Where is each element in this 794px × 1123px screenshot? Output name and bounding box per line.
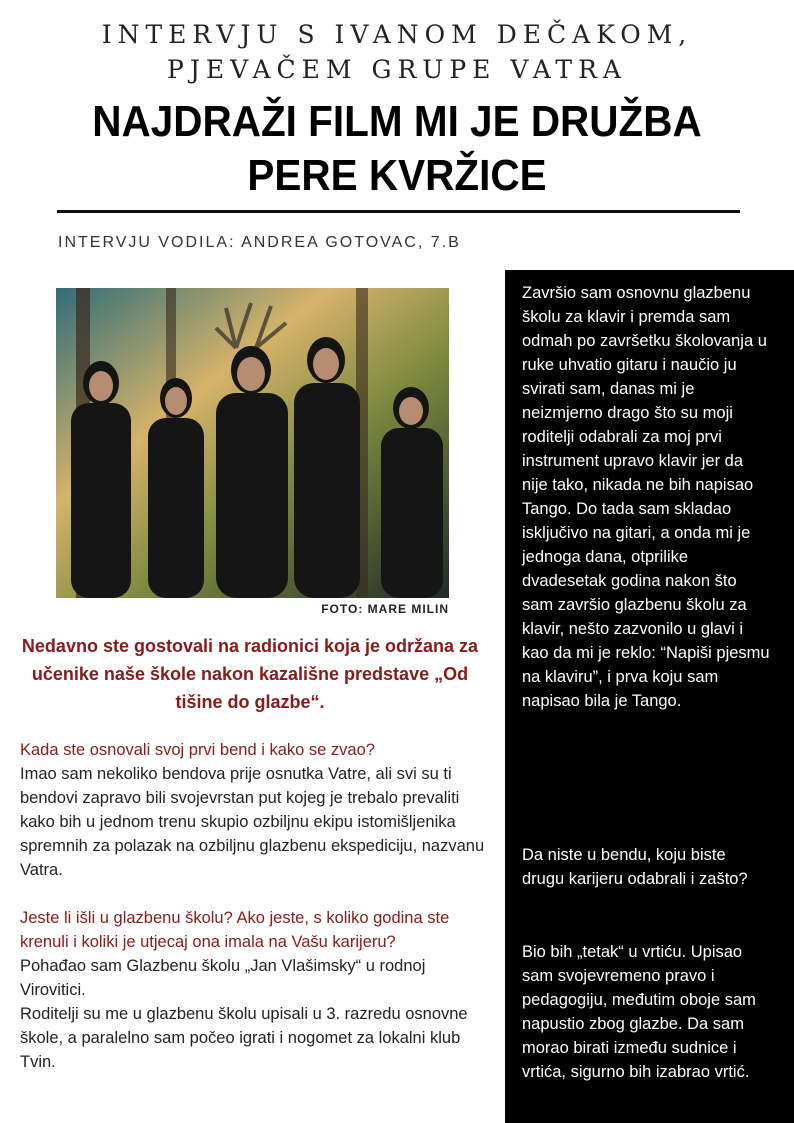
headline-line-2: PERE KVRŽICE	[247, 151, 547, 200]
interview-section-1	[20, 738, 495, 882]
answer-1: Imao sam nekoliko bendova prije osnutka Vatre, ali svi su ti bendovi zapravo bili svojevrstan put kojeg je trebalo prevaliti kako bih u jednom trenu skupio ozbiljnu ekipu istomišljenika spremnih za polazak na ozbiljnu glazbenu ekspediciju, nazvanu Vatra.	[20, 765, 485, 879]
band-photo-illustration	[56, 288, 449, 598]
sidebar-answer-continued: Završio sam osnovnu glazbenu školu za klavir i premda sam odmah po završetku školovanja u ruke uhvatio gitaru i naučio ju svirati sam, danas mi je neizmjerno drago što su moji roditelji odabrali za moj prvi instrument upravo klavir jer da nije tako, nikada ne bih napisao Tango. Do tada sam skladao isključivo na gitari, a onda mi je jednoga dana, otprilike dvadesetak godina nakon što sam završio glazbenu školu za klavir, nešto zazvonilo u glavi i kao da mi je reklo: “Napiši pjesmu na klaviru”, i prva koju sam napisao bila je Tango.	[522, 284, 770, 710]
question-2: Jeste li išli u glazbenu školu? Ako jeste, s koliko godina ste krenuli i koliki je utjecaj ona imala na Vašu karijeru?	[20, 909, 450, 951]
answer-2-continued: Roditelji su me u glazbenu školu upisali u 3. razredu osnovne škole, a paralelno sam počeo igrati i nogomet za lokalni klub Tvin.	[20, 1005, 468, 1071]
lead-question: Nedavno ste gostovali na radionici koja je održana za učenike naše škole nakon kazališne predstave „Od tišine do glazbe“.	[21, 636, 479, 712]
kicker-line-2: PJEVAČEM GRUPE VATRA	[167, 55, 627, 84]
band-photo	[56, 288, 449, 598]
byline: INTERVJU VODILA: ANDREA GOTOVAC, 7.B	[58, 234, 461, 251]
question-1: Kada ste osnovali svoj prvi bend i kako se zvao?	[20, 741, 375, 759]
interview-section-2	[20, 906, 495, 1074]
sidebar-question: Da niste u bendu, koju biste drugu karijeru odabrali i zašto?	[522, 846, 748, 888]
sidebar-answer: Bio bih „tetak“ u vrtiću. Upisao sam svojevremeno pravo i pedagogiju, međutim oboje sam napustio zbog glazbe. Da sam morao birati između sudnice i vrtića, sigurno bih izabrao vrtić.	[522, 943, 756, 1081]
answer-2: Pohađao sam Glazbenu školu „Jan Vlašimsky“ u rodnoj Virovitici.	[20, 957, 426, 999]
header-divider	[57, 210, 740, 213]
headline-line-1: NAJDRAŽI FILM MI JE DRUŽBA	[92, 97, 702, 146]
kicker-line-1: INTERVJU S IVANOM DEČAKOM,	[101, 20, 693, 49]
photo-caption: FOTO: MARE MILIN	[321, 602, 449, 616]
